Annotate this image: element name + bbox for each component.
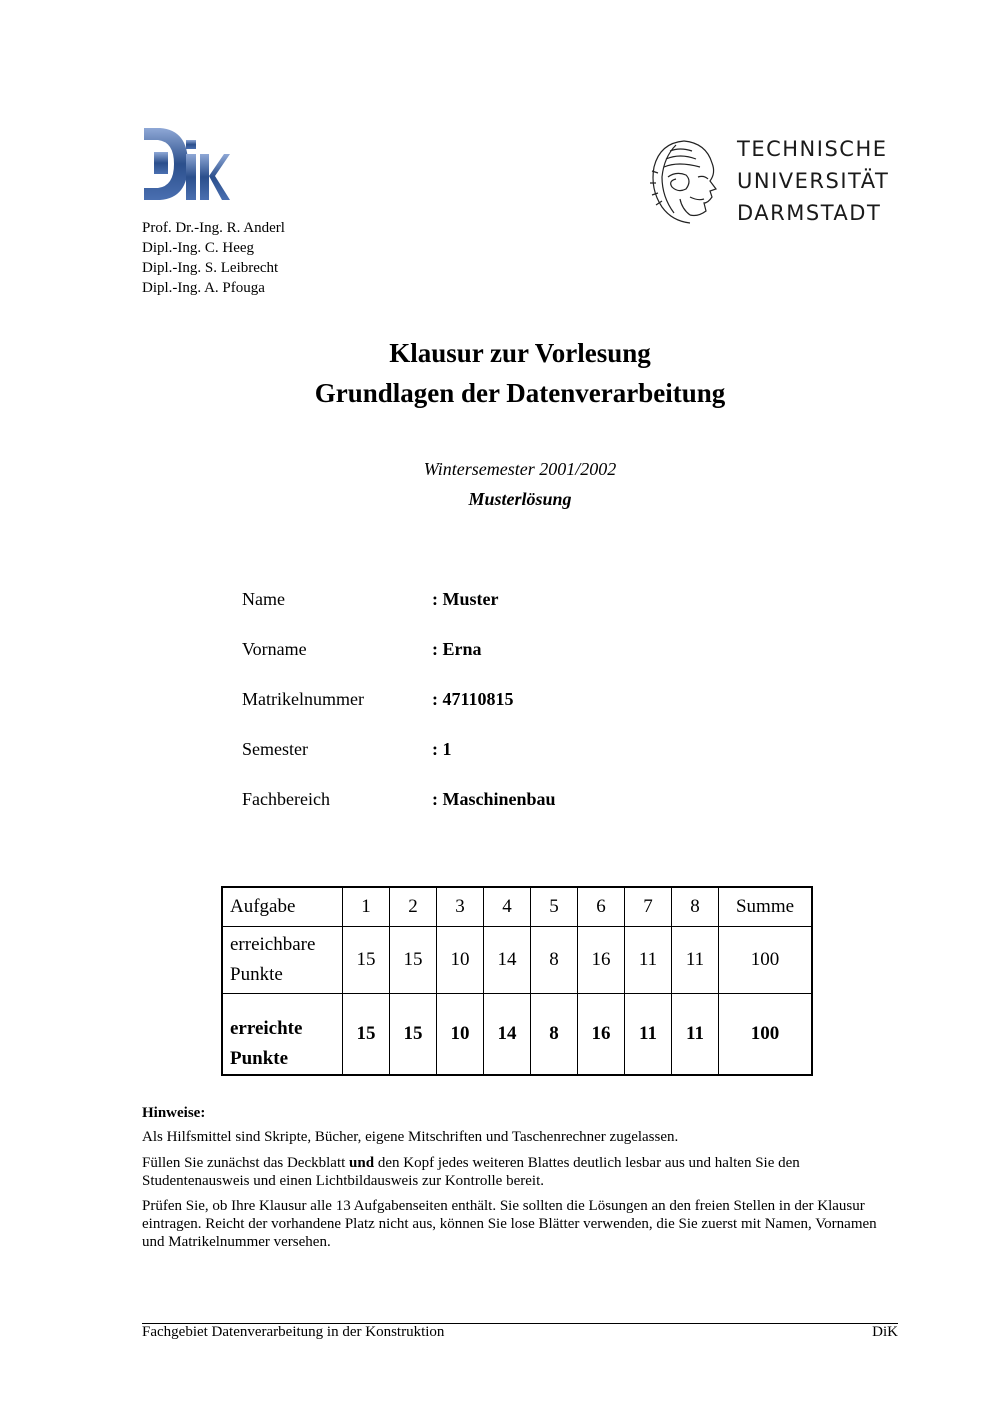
note-paragraph: Als Hilfsmittel sind Skripte, Bücher, eigene Mitschriften und Taschenrechner zugelassen. <box>142 1129 679 1145</box>
university-name-line: TECHNISCHE <box>737 137 888 161</box>
task-number: 2 <box>390 887 437 927</box>
info-label-name: Name <box>242 589 285 609</box>
note-paragraph: Prüfen Sie, ob Ihre Klausur alle 13 Aufgabenseiten enthält. Sie sollten die Lösungen an den freien Stellen in der Klausur eintragen. Reicht der vorhandene Platz nicht aus, können Sie lose Blätter verwenden, die Sie zuerst mit Namen, Vornamen und Matrikelnummer versehen. <box>142 1198 877 1250</box>
notes-heading: Hinweise: <box>142 1105 206 1121</box>
task-number: 4 <box>484 887 531 927</box>
university-name-line: DARMSTADT <box>737 201 882 225</box>
reachable-points: 15 <box>390 927 437 994</box>
score-table <box>221 886 813 1076</box>
reachable-points: 11 <box>672 927 719 994</box>
reachable-points: 15 <box>343 927 390 994</box>
reachable-points: 8 <box>531 927 578 994</box>
athena-seal-icon <box>646 137 722 227</box>
semester-label: Wintersemester 2001/2002 <box>423 459 617 479</box>
achieved-points: 11 <box>625 994 672 1076</box>
reachable-points: 16 <box>578 927 625 994</box>
info-value-matriculation: : 47110815 <box>432 689 514 709</box>
table-row <box>222 927 812 994</box>
task-number: 8 <box>672 887 719 927</box>
staff-line: Dipl.-Ing. C. Heeg <box>142 240 255 256</box>
exam-title: Klausur zur Vorlesung <box>389 338 651 368</box>
info-label-matriculation: Matrikelnummer <box>242 689 364 709</box>
row-label: erreichte Punkte <box>222 994 343 1076</box>
info-label-department: Fachbereich <box>242 789 330 809</box>
row-label: erreichbare Punkte <box>222 927 343 994</box>
staff-line: Prof. Dr.-Ing. R. Anderl <box>142 220 285 236</box>
task-number: 7 <box>625 887 672 927</box>
staff-line: Dipl.-Ing. A. Pfouga <box>142 280 265 296</box>
reachable-points: 11 <box>625 927 672 994</box>
info-value-firstname: : Erna <box>432 639 482 659</box>
note-paragraph <box>142 1154 902 1190</box>
reachable-points: 14 <box>484 927 531 994</box>
task-number: 6 <box>578 887 625 927</box>
row-label: Aufgabe <box>222 887 343 927</box>
achieved-sum: 100 <box>719 994 813 1076</box>
edition-label: Musterlösung <box>468 489 572 509</box>
achieved-points: 11 <box>672 994 719 1076</box>
task-number: 3 <box>437 887 484 927</box>
achieved-points: 8 <box>531 994 578 1076</box>
info-value-semester: : 1 <box>432 739 452 759</box>
achieved-points: 15 <box>343 994 390 1076</box>
course-title: Grundlagen der Datenverarbeitung <box>314 378 726 408</box>
footer-department: Fachgebiet Datenverarbeitung in der Konstruktion <box>142 1324 445 1340</box>
info-value-department: : Maschinenbau <box>432 789 556 809</box>
table-row <box>222 994 812 1076</box>
university-name-line: UNIVERSITÄT <box>737 169 890 193</box>
achieved-points: 14 <box>484 994 531 1076</box>
table-row <box>222 887 812 927</box>
info-value-name: : Muster <box>432 589 499 609</box>
reachable-sum: 100 <box>719 927 813 994</box>
achieved-points: 16 <box>578 994 625 1076</box>
sum-header: Summe <box>719 887 813 927</box>
info-label-firstname: Vorname <box>242 639 307 659</box>
achieved-points: 15 <box>390 994 437 1076</box>
info-label-semester: Semester <box>242 739 308 759</box>
note-text: Füllen Sie zunächst das Deckblatt <box>142 1155 350 1171</box>
reachable-points: 10 <box>437 927 484 994</box>
note-text: den Kopf jedes weiteren Blattes deutlich lesbar aus und halten Sie den Studentenausweis und einen Lichtbildausweis zur Kontrolle bereit. <box>142 1155 800 1189</box>
achieved-points: 10 <box>437 994 484 1076</box>
footer-abbreviation: DiK <box>872 1324 898 1340</box>
task-number: 5 <box>531 887 578 927</box>
dik-logo <box>142 126 230 202</box>
staff-line: Dipl.-Ing. S. Leibrecht <box>142 260 279 276</box>
task-number: 1 <box>343 887 390 927</box>
note-emphasis: und <box>349 1155 375 1171</box>
